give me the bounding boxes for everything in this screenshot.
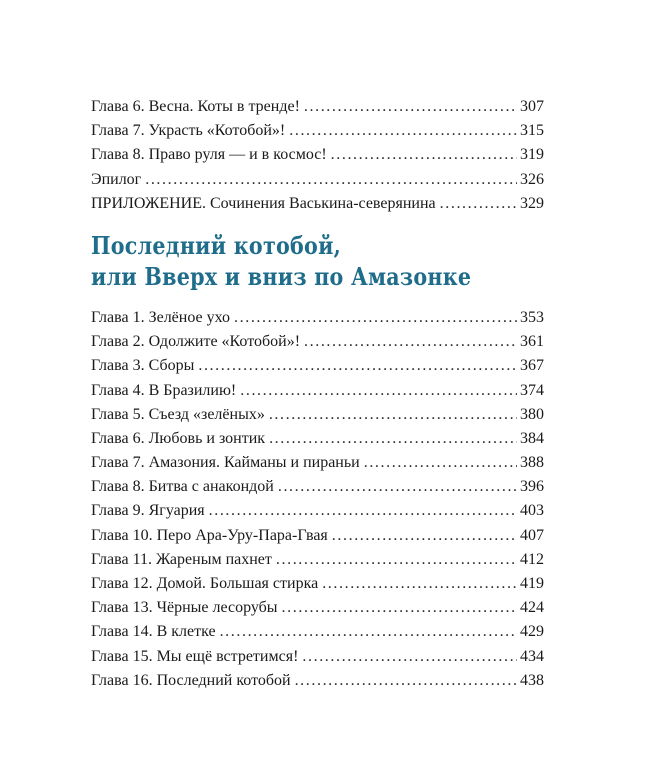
toc-entry-page: 412: [520, 550, 544, 568]
toc-entry-title: Глава 7. Амазония. Кайманы и пираньи: [91, 454, 360, 472]
toc-entry: [91, 330, 544, 354]
toc-entry-page: 434: [520, 647, 544, 665]
toc-entry: [91, 475, 544, 499]
toc-entry: [91, 403, 544, 427]
toc-entry-title: Глава 6. Любовь и зонтик: [91, 429, 266, 447]
toc-leader-dots: [220, 620, 517, 644]
toc-entry-page: 384: [520, 429, 544, 447]
toc-entry-page: 396: [520, 478, 544, 496]
toc-entry-page: 380: [520, 405, 544, 423]
toc-entry-title: Эпилог: [91, 170, 142, 188]
toc-entry: [91, 95, 544, 119]
toc-leader-dots: [302, 645, 517, 669]
toc-entry-page: 419: [520, 575, 544, 592]
toc-leader-dots: [304, 95, 517, 119]
toc-entry-title: Глава 10. Перо Ара-Уру-Пара-Гвая: [91, 526, 328, 544]
toc-entry-title: Глава 5. Съезд «зелёных»: [91, 405, 265, 423]
toc-leader-dots: [295, 669, 517, 693]
toc-entry: [91, 499, 544, 523]
toc-entry-page: 319: [520, 146, 544, 164]
toc-entry-title: Глава 11. Жареным пахнет: [91, 550, 272, 568]
toc-entry-title: Глава 8. Битва с анакондой: [91, 478, 274, 496]
toc-entry: [91, 379, 544, 403]
toc-leader-dots: [269, 427, 517, 451]
toc-entry: [91, 524, 544, 548]
toc-leader-dots: [289, 119, 517, 143]
toc-leader-dots: [440, 192, 517, 216]
toc-entry-title: Глава 4. В Бразилию!: [91, 381, 237, 399]
toc-entry-page: 388: [520, 454, 544, 472]
toc-leader-dots: [240, 379, 517, 403]
toc-entry: [91, 306, 544, 330]
toc-leader-dots: [145, 168, 517, 192]
toc-entry: [91, 645, 544, 669]
toc-entry-page: 374: [520, 381, 544, 399]
toc-entry-title: Глава 14. В клетке: [91, 623, 216, 641]
toc-entry-title: Глава 6. Весна. Коты в тренде!: [91, 98, 300, 115]
toc-entry-page: 367: [520, 357, 544, 375]
toc-entry-title: Глава 13. Чёрные лесорубы: [91, 599, 278, 617]
toc-entry-page: 361: [520, 333, 544, 351]
toc-entry-page: 326: [520, 170, 544, 188]
toc-leader-dots: [276, 548, 517, 572]
book-title-line-1: Последний котобой,: [91, 230, 342, 260]
toc-leader-dots: [322, 572, 517, 596]
toc-entry: [91, 572, 544, 596]
toc-entry-title: Глава 7. Украсть «Котобой»!: [91, 122, 286, 140]
toc-entry: [91, 168, 544, 192]
toc-entry-title: Глава 1. Зелёное ухо: [91, 308, 231, 326]
toc-section-two: [91, 306, 544, 693]
toc-entry-title: Глава 12. Домой. Большая стирка: [91, 575, 319, 592]
toc-entry: [91, 620, 544, 644]
toc-leader-dots: [278, 475, 517, 499]
toc-entry: [91, 596, 544, 620]
toc-entry-page: 438: [520, 671, 544, 689]
toc-leader-dots: [332, 524, 517, 548]
toc-entry-page: 307: [520, 98, 544, 115]
toc-leader-dots: [364, 451, 517, 475]
toc-entry-page: 424: [520, 599, 544, 617]
book-title-line-2: или Вверх и вниз по Амазонке: [91, 261, 472, 291]
book-title: [91, 230, 481, 292]
toc-entry-title: Глава 3. Сборы: [91, 357, 195, 375]
toc-leader-dots: [234, 306, 517, 330]
toc-entry: [91, 354, 544, 378]
toc-entry-title: Глава 16. Последний котобой: [91, 671, 291, 689]
toc-entry-title: Глава 9. Ягуария: [91, 502, 205, 520]
toc-entry-page: 329: [520, 194, 544, 212]
toc-leader-dots: [331, 143, 517, 167]
toc-entry: [91, 548, 544, 572]
toc-entry: [91, 451, 544, 475]
toc-entry-page: 429: [520, 623, 544, 641]
toc-entry: [91, 669, 544, 693]
toc-leader-dots: [209, 499, 517, 523]
toc-entry: [91, 427, 544, 451]
toc-section-one: [91, 95, 544, 216]
toc-leader-dots: [198, 354, 517, 378]
toc-entry: [91, 192, 544, 216]
toc-entry-title: ПРИЛОЖЕНИЕ. Сочинения Васькина-северянина: [91, 194, 436, 212]
toc-entry: [91, 143, 544, 167]
toc-entry-page: 353: [520, 308, 544, 326]
toc-entry-title: Глава 15. Мы ещё встретимся!: [91, 647, 299, 665]
toc-leader-dots: [304, 330, 517, 354]
table-of-contents-page: [91, 95, 544, 693]
toc-entry-page: 407: [520, 526, 544, 544]
toc-entry-page: 315: [520, 122, 544, 140]
toc-entry: [91, 119, 544, 143]
toc-leader-dots: [282, 596, 517, 620]
toc-leader-dots: [269, 403, 517, 427]
toc-entry-page: 403: [520, 502, 544, 520]
toc-entry-title: Глава 8. Право руля — и в космос!: [91, 146, 327, 164]
toc-entry-title: Глава 2. Одолжите «Котобой»!: [91, 333, 301, 351]
